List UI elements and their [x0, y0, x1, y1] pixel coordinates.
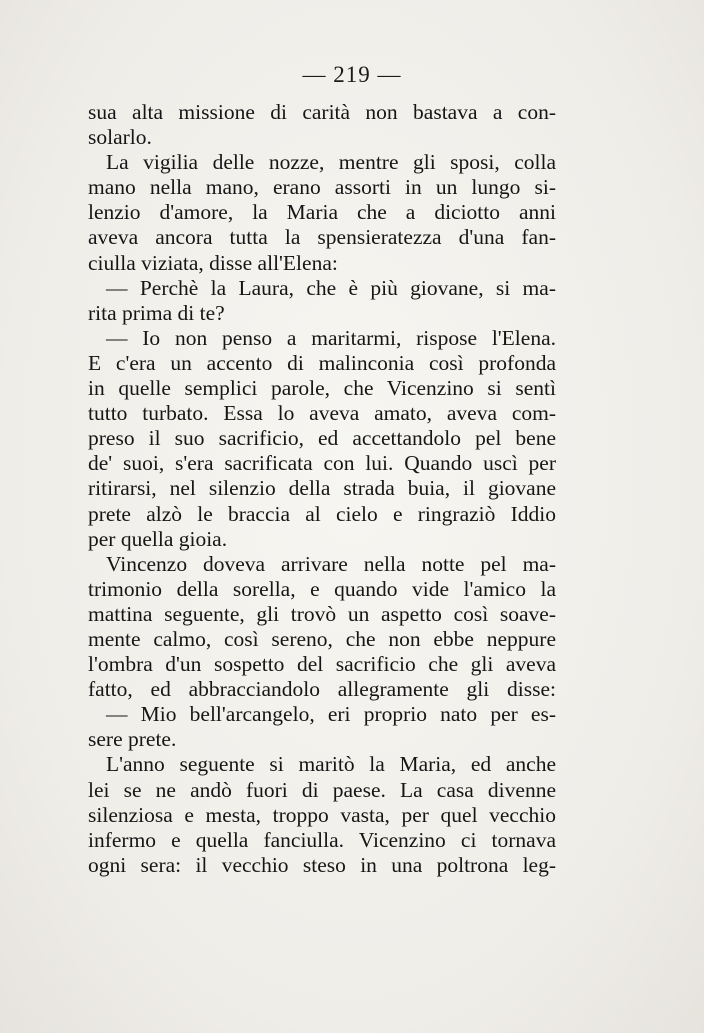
- text-line: mente calmo, così sereno, che non ebbe neppure: [88, 626, 556, 651]
- text-line: ciulla viziata, disse all'Elena:: [88, 250, 338, 275]
- text-line: tutto turbato. Essa lo aveva amato, aveva com-: [88, 401, 556, 426]
- text-line: trimonio della sorella, e quando vide l'amico la: [88, 576, 556, 601]
- text-line: fatto, ed abbracciandolo allegramente gli disse:: [88, 677, 556, 702]
- text-line: lenzio d'amore, la Maria che a diciotto anni: [88, 200, 556, 225]
- text-line: prete alzò le braccia al cielo e ringraziò Iddio: [88, 501, 556, 526]
- text-line: — Perchè la Laura, che è più giovane, si ma-: [106, 275, 556, 300]
- text-line: Vincenzo doveva arrivare nella notte pel ma-: [106, 551, 556, 576]
- text-line: ritirarsi, nel silenzio della strada buia, il giovane: [88, 476, 556, 501]
- text-line: ogni sera: il vecchio steso in una poltrona leg-: [88, 852, 556, 877]
- text-line: mano nella mano, erano assorti in un lungo si-: [88, 175, 556, 200]
- text-line: infermo e quella fanciulla. Vicenzino ci tornava: [88, 827, 556, 852]
- text-line: L'anno seguente si maritò la Maria, ed anche: [106, 752, 556, 777]
- text-line: La vigilia delle nozze, mentre gli sposi, colla: [106, 150, 556, 175]
- text-line: silenziosa e mesta, troppo vasta, per quel vecchio: [88, 802, 556, 827]
- body-text: [88, 100, 556, 878]
- text-line: preso il suo sacrificio, ed accettandolo pel bene: [88, 426, 556, 451]
- text-line: per quella gioia.: [88, 526, 228, 551]
- text-line: aveva ancora tutta la spensieratezza d'una fan-: [88, 225, 556, 250]
- text-line: in quelle semplici parole, che Vicenzino si sentì: [88, 376, 556, 401]
- text-line: lei se ne andò fuori di paese. La casa divenne: [88, 777, 556, 802]
- text-line: mattina seguente, gli trovò un aspetto così soave-: [88, 601, 556, 626]
- text-line: l'ombra d'un sospetto del sacrificio che gli aveva: [88, 652, 556, 677]
- text-line: — Io non penso a maritarmi, rispose l'Elena.: [106, 325, 556, 350]
- text-line: E c'era un accento di malinconia così profonda: [88, 350, 556, 375]
- text-line: solarlo.: [88, 125, 152, 150]
- text-line: de' suoi, s'era sacrificata con lui. Quando uscì per: [88, 451, 556, 476]
- text-line: sere prete.: [88, 727, 177, 752]
- text-line: rita prima di te?: [88, 300, 225, 325]
- page-number: — 219 —: [302, 62, 402, 87]
- text-line: — Mio bell'arcangelo, eri proprio nato per es-: [106, 702, 556, 727]
- text-line: sua alta missione di carità non bastava a con-: [88, 100, 556, 124]
